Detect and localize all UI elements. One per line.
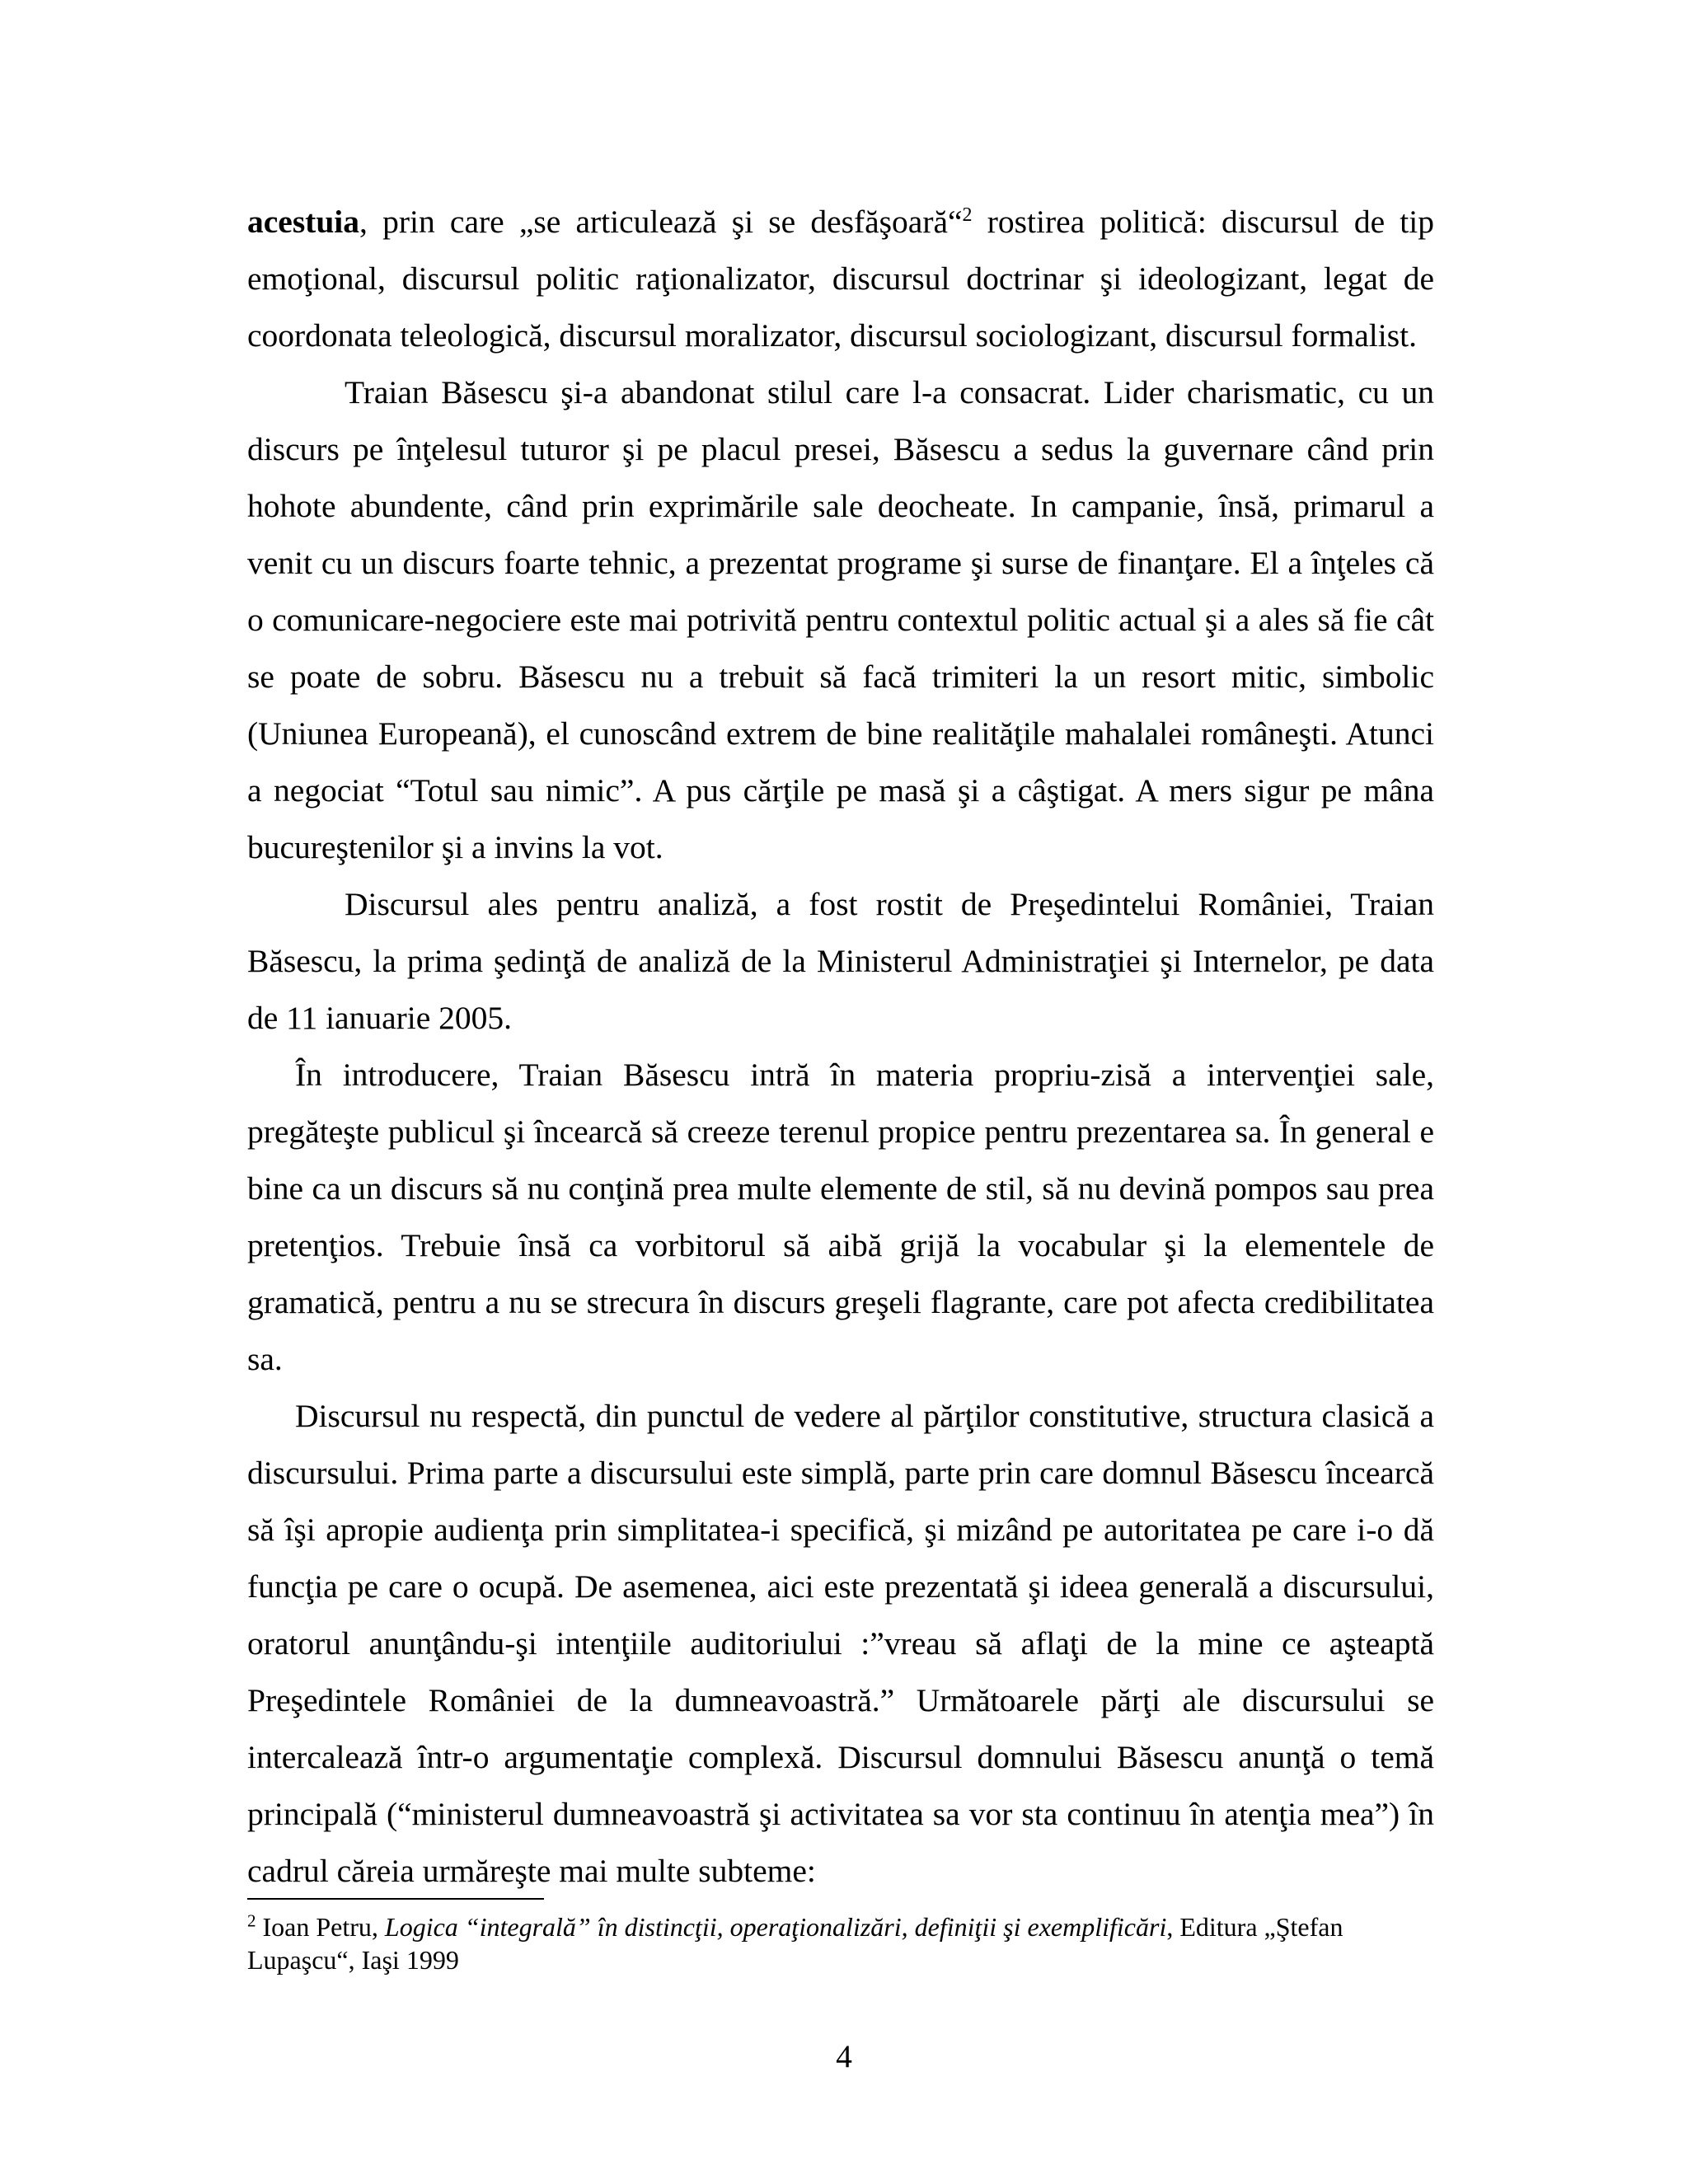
paragraph-3: Discursul ales pentru analiză, a fost rostit de Preşedintelui României, Traian Băsescu, la prima şedinţă de analiză de la Ministerul Administraţiei şi Internelor, pe data de 11 ianuarie 2005. bbox=[247, 886, 1434, 1036]
footnote-reference[interactable]: 2 bbox=[962, 204, 973, 226]
page-number: 4 bbox=[836, 2038, 852, 2074]
footnote-separator bbox=[247, 1898, 544, 1900]
footnote-author: Ioan Petru, bbox=[256, 1912, 385, 1942]
body-text bbox=[247, 194, 1434, 1900]
footnote-publisher: , Editura „Ştefan Lupaşcu“, Iaşi 1999 bbox=[247, 1912, 1343, 1975]
footnote-number: 2 bbox=[247, 1910, 256, 1931]
footnote bbox=[247, 1910, 1434, 1976]
paragraph-1 bbox=[247, 194, 1434, 364]
paragraph-5: Discursul nu respectă, din punctul de vedere al părţilor constitutive, structura clasică a discursului. Prima parte a discursului este simplă, parte prin care domnul Băsescu încearcă să îşi apropie audienţa prin simplitatea-i specifică, şi mizând pe autoritatea pe care i-o dă funcţia pe care o ocupă. De asemenea, aici este prezentată şi ideea generală a discursului, oratorul anunţându-şi intenţiile auditoriului :”vreau să aflaţi de la mine ce aşteaptă Preşedintele României de la dumneavoastră.” Următoarele părţi ale discursului se intercalează într-o argumentaţie complexă. Discursul domnului Băsescu anunţă o temă principală (“ministerul dumneavoastră şi activitatea sa vor sta continuu în atenţia mea”) în cadrul căreia urmăreşte mai multe subteme: bbox=[247, 1398, 1434, 1889]
paragraph-1-text-a: , prin care „se articulează şi se desfăşoară“ bbox=[359, 204, 963, 240]
footnote-title: Logica “integrală” în distincţii, operaţionalizări, definiţii şi exemplificări bbox=[384, 1912, 1167, 1942]
paragraph-1-text-b: rostirea politică: discursul de tip emoţional, discursul politic raţionalizator, discursul doctrinar şi ideologizant, legat de coordonata teleologică, discursul moralizator, discursul sociologizant, discursul formalist. bbox=[247, 204, 1434, 354]
bold-lead-word: acestuia bbox=[247, 204, 360, 240]
paragraph-4: În introducere, Traian Băsescu intră în materia propriu-zisă a intervenţiei sale, pregăteşte publicul şi încearcă să creeze terenul propice pentru prezentarea sa. În general e bine ca un discurs să nu conţină prea multe elemente de stil, să nu devină pompos sau prea pretenţios. Trebuie însă ca vorbitorul să aibă grijă la vocabular şi la elementele de gramatică, pentru a nu se strecura în discurs greşeli flagrante, care pot afecta credibilitatea sa. bbox=[247, 1057, 1434, 1377]
paragraph-2: Traian Băsescu şi-a abandonat stilul care l-a consacrat. Lider charismatic, cu un discurs pe înţelesul tuturor şi pe placul presei, Băsescu a sedus la guvernare când prin hohote abundente, când prin exprimările sale deocheate. In campanie, însă, primarul a venit cu un discurs foarte tehnic, a prezentat programe şi surse de finanţare. El a înţeles că o comunicare-negociere este mai potrivită pentru contextul politic actual şi a ales să fie cât se poate de sobru. Băsescu nu a trebuit să facă trimiteri la un resort mitic, simbolic (Uniunea Europeană), el cunoscând extrem de bine realităţile mahalalei româneşti. Atunci a negociat “Totul sau nimic”. A pus cărţile pe masă şi a câştigat. A mers sigur pe mâna bucureştenilor şi a invins la vot. bbox=[247, 374, 1434, 865]
